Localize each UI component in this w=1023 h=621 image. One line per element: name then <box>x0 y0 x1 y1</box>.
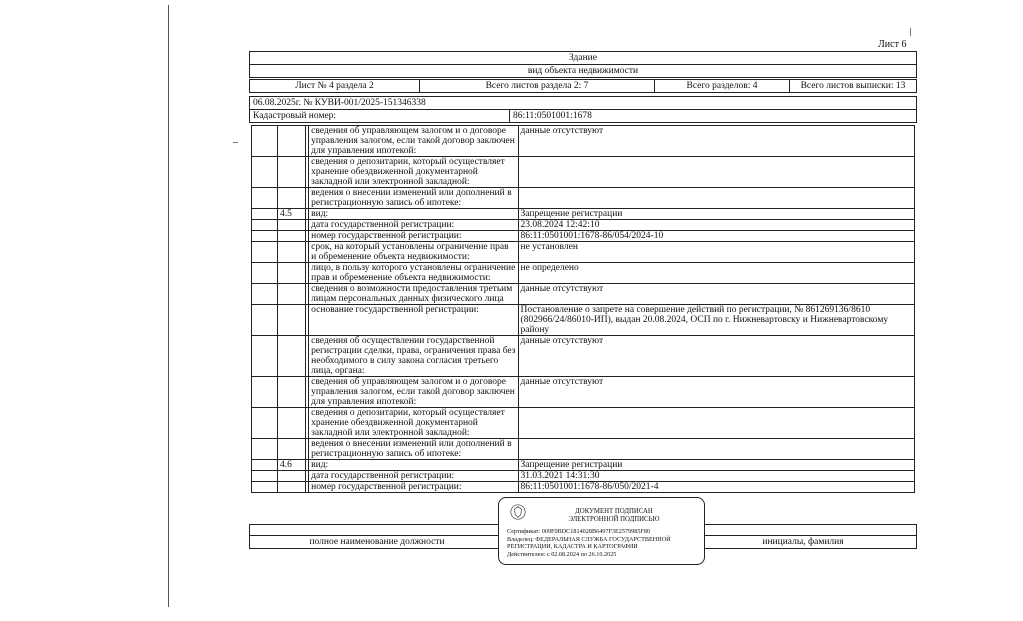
row-label: ведения о внесении изменений или дополнений в регистрационную запись об ипотеке: <box>309 188 518 209</box>
row-gap <box>252 263 278 284</box>
header-table <box>249 51 917 78</box>
object-kind: вид объекта недвижимости <box>250 65 917 78</box>
row-value: 31.03.2021 14:31:30 <box>518 471 914 482</box>
row-number <box>278 231 306 242</box>
total-section-sheets: Всего листов раздела 2: 7 <box>420 80 655 93</box>
row-gap <box>252 157 278 188</box>
row-number: 4.5 <box>278 209 306 220</box>
total-sections: Всего разделов: 4 <box>655 80 790 93</box>
row-number <box>278 242 306 263</box>
row-label: сведения о депозитарии, который осуществляет хранение обездвиженной документарной закладной или электронной закладной: <box>309 408 518 439</box>
cadastral-label: Кадастровый номер: <box>250 110 510 123</box>
row-label: сведения об осуществлении государственной регистрации сделки, права, ограничения права без необходимого в силу закона согласия третьего лица, органа: <box>309 336 518 377</box>
row-gap <box>252 471 278 482</box>
row-number <box>278 188 306 209</box>
row-label: сведения о депозитарии, который осуществляет хранение обездвиженной документарной закладной или электронной закладной: <box>309 157 518 188</box>
row-number <box>278 482 306 493</box>
row-value: данные отсутствуют <box>518 336 914 377</box>
table-row <box>252 471 915 482</box>
row-gap <box>252 188 278 209</box>
row-label: ведения о внесении изменений или дополнений в регистрационную запись об ипотеке: <box>309 439 518 460</box>
position-caption: полное наименование должности <box>250 536 505 549</box>
row-number <box>278 263 306 284</box>
row-gap <box>252 460 278 471</box>
row-number <box>278 377 306 408</box>
certificate-owner-2: РЕГИСТРАЦИИ, КАДАСТРА И КАРТОГРАФИИ <box>507 543 638 550</box>
row-gap <box>252 231 278 242</box>
row-label: вид: <box>309 460 518 471</box>
object-type: Здание <box>250 52 917 65</box>
margin-mark <box>233 142 238 143</box>
table-row <box>252 377 915 408</box>
row-number <box>278 408 306 439</box>
row-gap <box>252 284 278 305</box>
row-gap <box>252 439 278 460</box>
encumbrance-table <box>251 125 915 493</box>
row-gap <box>252 220 278 231</box>
emblem-icon <box>509 503 527 521</box>
page-label: Лист 6 <box>878 39 907 50</box>
row-value: данные отсутствуют <box>518 284 914 305</box>
certificate-validity: Действителен: с 02.08.2024 по 26.10.2025 <box>507 550 617 558</box>
table-row <box>252 209 915 220</box>
row-value <box>518 408 914 439</box>
certificate-owner: Владелец: ФЕДЕРАЛЬНАЯ СЛУЖБА ГОСУДАРСТВЕННОЙ <box>507 535 671 543</box>
row-gap <box>252 336 278 377</box>
table-row <box>252 336 915 377</box>
row-gap <box>252 482 278 493</box>
name-caption: инициалы, фамилия <box>690 536 917 549</box>
row-value: Постановление о запрете на совершение действий по регистрации, № 861269136/8610 (802966/24/86010-ИП), выдан 20.08.2024, ОСП по г. Нижневартовску и Нижневартовскому району <box>518 305 914 336</box>
table-row <box>252 231 915 242</box>
row-value: данные отсутствуют <box>518 377 914 408</box>
total-extract-sheets: Всего листов выписки: 13 <box>790 80 917 93</box>
certificate-number: Сертификат: 009F0BDC1814028B6497F3E2579985F80 <box>507 528 651 535</box>
table-row <box>252 188 915 209</box>
table-row <box>252 460 915 471</box>
row-label: сведения об управляющем залогом и о договоре управления залогом, если такой договор заключен для управления ипотекой: <box>309 126 518 157</box>
row-value: данные отсутствуют <box>518 126 914 157</box>
row-value: 86:11:0501001:1678-86/054/2024-10 <box>518 231 914 242</box>
table-row <box>252 284 915 305</box>
table-row <box>252 408 915 439</box>
row-value <box>518 157 914 188</box>
row-number <box>278 220 306 231</box>
row-gap <box>252 209 278 220</box>
table-row <box>252 263 915 284</box>
row-gap <box>252 377 278 408</box>
row-number <box>278 305 306 336</box>
table-row <box>252 242 915 263</box>
row-value <box>518 439 914 460</box>
signed-title: ДОКУМЕНТ ПОДПИСАН <box>575 508 653 515</box>
table-row <box>252 220 915 231</box>
row-label: сведения о возможности предоставления третьим лицам персональных данных физического лица <box>309 284 518 305</box>
row-label: дата государственной регистрации: <box>309 220 518 231</box>
doc-reference: 06.08.2025г. № КУВИ-001/2025-151346338 <box>250 97 917 110</box>
row-label: сведения об управляющем залогом и о договоре управления залогом, если такой договор заключен для управления ипотекой: <box>309 377 518 408</box>
row-value: 23.08.2024 12:42:10 <box>518 220 914 231</box>
row-label: вид: <box>309 209 518 220</box>
cadastral-number: 86:11:0501001:1678 <box>510 110 917 123</box>
row-number <box>278 471 306 482</box>
signed-title-2: ЭЛЕКТРОННОЙ ПОДПИСЬЮ <box>568 515 660 523</box>
row-number <box>278 157 306 188</box>
row-gap <box>252 305 278 336</box>
row-label: номер государственной регистрации: <box>309 231 518 242</box>
row-label: лицо, в пользу которого установлены ограничение прав и обременение объекта недвижимости: <box>309 263 518 284</box>
row-label: дата государственной регистрации: <box>309 471 518 482</box>
table-row <box>252 157 915 188</box>
row-number <box>278 284 306 305</box>
row-label: номер государственной регистрации: <box>309 482 518 493</box>
table-row <box>252 305 915 336</box>
meta-table <box>249 96 917 123</box>
row-number <box>278 126 306 157</box>
page-edge-line <box>168 5 169 607</box>
row-value: не определено <box>518 263 914 284</box>
row-number <box>278 439 306 460</box>
row-value: не установлен <box>518 242 914 263</box>
row-gap <box>252 408 278 439</box>
row-value: Запрещение регистрации <box>518 209 914 220</box>
table-row <box>252 439 915 460</box>
row-value <box>518 188 914 209</box>
row-number: 4.6 <box>278 460 306 471</box>
sheet-info-table <box>249 79 917 93</box>
row-label: срок, на который установлены ограничение прав и обременение объекта недвижимости: <box>309 242 518 263</box>
corner-mark <box>910 28 911 36</box>
row-value: Запрещение регистрации <box>518 460 914 471</box>
row-gap <box>252 126 278 157</box>
row-number <box>278 336 306 377</box>
row-value: 86:11:0501001:1678-86/050/2021-4 <box>518 482 914 493</box>
row-gap <box>252 242 278 263</box>
table-row <box>252 482 915 493</box>
row-label: основание государственной регистрации: <box>309 305 518 336</box>
table-row <box>252 126 915 157</box>
e-signature-stamp <box>498 497 705 565</box>
sheet-number: Лист № 4 раздела 2 <box>250 80 420 93</box>
